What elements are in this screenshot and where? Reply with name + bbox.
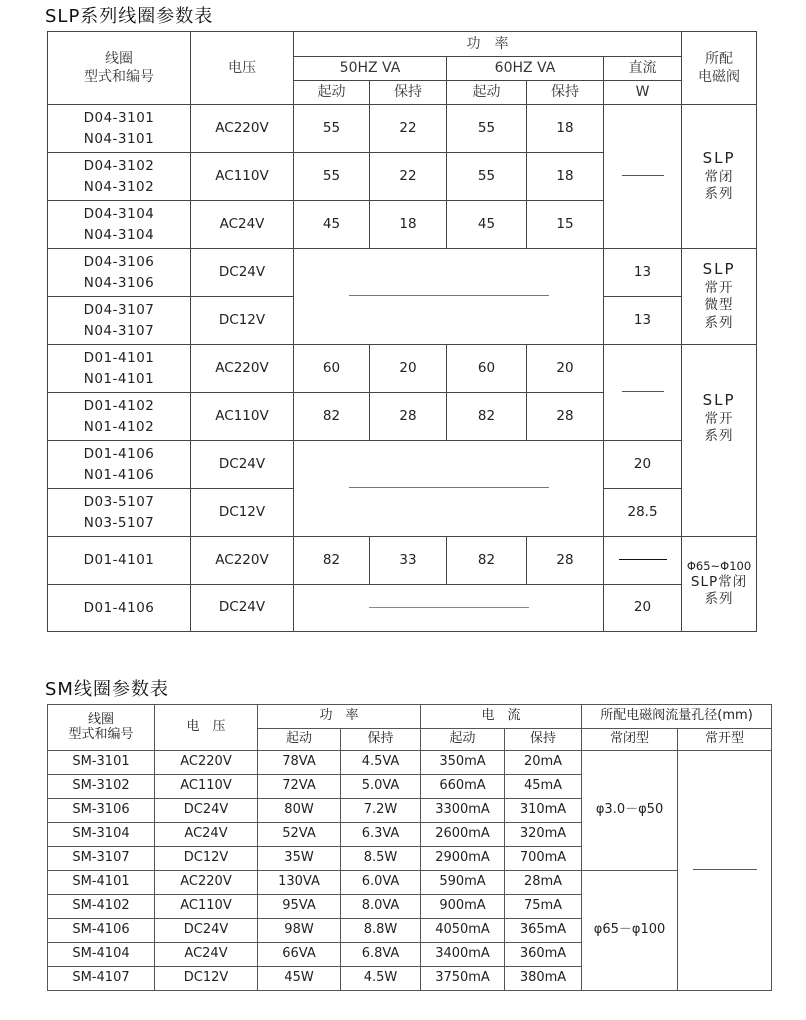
dash-line [693,869,757,870]
table-row [48,345,757,393]
value-cell: 3750mA [421,967,505,991]
table-row [48,871,772,895]
header-dc: 直流 [604,57,682,81]
dc-empty-cell [604,105,682,249]
value-cell: 72VA [258,775,341,799]
header-start-60: 起动 [447,81,527,105]
header-power: 功 率 [294,32,682,57]
value-cell: 7.2W [341,799,421,823]
value-cell: 22 [370,105,447,153]
value-cell: 6.0VA [341,871,421,895]
dash-line [369,607,529,608]
voltage-cell: AC220V [191,345,294,393]
voltage-cell: AC220V [191,105,294,153]
model-cell: SM-4101 [48,871,155,895]
value-cell: 15 [527,201,604,249]
value-cell: 66VA [258,943,341,967]
model-cell: SM-3104 [48,823,155,847]
voltage-cell: AC110V [191,153,294,201]
series-cell-slp-nc-large: Φ65~Φ100 SLP常闭 系列 [682,537,757,632]
value-cell: 3400mA [421,943,505,967]
value-cell: 18 [527,105,604,153]
value-cell: 8.0VA [341,895,421,919]
header-model: 线圈 型式和编号 [48,705,155,751]
voltage-cell: AC110V [155,895,258,919]
dash-line [622,175,664,176]
value-cell: 320mA [505,823,582,847]
coil-code: D04-3102 N04-3102 [48,153,191,201]
value-cell: 310mA [505,799,582,823]
value-cell: 98W [258,919,341,943]
header-normally-closed: 常闭型 [582,729,678,751]
voltage-cell: AC24V [191,201,294,249]
model-cell: SM-3107 [48,847,155,871]
dash-line [349,487,549,488]
value-cell: 55 [294,105,370,153]
value-cell: 8.8W [341,919,421,943]
header-normally-open: 常开型 [678,729,772,751]
model-cell: SM-4102 [48,895,155,919]
dash-line [349,295,549,296]
voltage-cell: DC24V [191,585,294,632]
header-hold-60: 保持 [527,81,604,105]
orifice-nc-group1: φ3.0－φ50 [582,751,678,871]
value-cell: 700mA [505,847,582,871]
dash-line [622,391,664,392]
coil-code: D04-3107 N04-3107 [48,297,191,345]
value-cell: 4.5W [341,967,421,991]
coil-code: D01-4101 [48,537,191,585]
value-cell: 45 [294,201,370,249]
voltage-cell: AC110V [191,393,294,441]
value-cell: 6.8VA [341,943,421,967]
value-cell: 365mA [505,919,582,943]
header-60hz: 60HZ VA [447,57,604,81]
value-cell: 45mA [505,775,582,799]
dc-value-cell: 13 [604,297,682,345]
voltage-cell: AC220V [191,537,294,585]
coil-code: D04-3101 N04-3101 [48,105,191,153]
value-cell: 33 [370,537,447,585]
value-cell: 60 [294,345,370,393]
table-row [48,537,757,585]
header-valve-orifice: 所配电磁阀流量孔径(mm) [582,705,772,729]
value-cell: 45W [258,967,341,991]
header-valve: 所配 电磁阀 [682,32,757,105]
value-cell: 4.5VA [341,751,421,775]
value-cell: 55 [447,153,527,201]
voltage-cell: AC220V [155,871,258,895]
dc-empty-cell [604,345,682,441]
dc-value-cell: 13 [604,249,682,297]
header-w: W [604,81,682,105]
header-power: 功 率 [258,705,421,729]
value-cell: 6.3VA [341,823,421,847]
value-cell: 28 [370,393,447,441]
voltage-cell: DC12V [191,489,294,537]
model-cell: SM-3106 [48,799,155,823]
coil-code: D03-5107 N03-5107 [48,489,191,537]
model-cell: SM-4107 [48,967,155,991]
value-cell: 28 [527,393,604,441]
header-current-start: 起动 [421,729,505,751]
orifice-nc-group2: φ65－φ100 [582,871,678,991]
value-cell: 28mA [505,871,582,895]
value-cell: 52VA [258,823,341,847]
orifice-no-empty [678,751,772,991]
value-cell: 18 [527,153,604,201]
header-voltage: 电压 [191,32,294,105]
value-cell: 45 [447,201,527,249]
coil-code: D04-3104 N04-3104 [48,201,191,249]
value-cell: 900mA [421,895,505,919]
coil-code: D01-4106 N01-4106 [48,441,191,489]
voltage-cell: DC24V [191,249,294,297]
header-hold-50: 保持 [370,81,447,105]
ac-empty-cell [294,249,604,345]
value-cell: 78VA [258,751,341,775]
value-cell: 590mA [421,871,505,895]
model-cell: SM-3102 [48,775,155,799]
voltage-cell: DC24V [155,799,258,823]
value-cell: 380mA [505,967,582,991]
series-cell-slp-nc: SLP 常闭 系列 [682,105,757,249]
value-cell: 80W [258,799,341,823]
table-row [48,585,757,632]
ac-empty-cell [294,585,604,632]
value-cell: 3300mA [421,799,505,823]
dash-line [619,559,667,560]
value-cell: 20 [527,345,604,393]
model-cell: SM-3101 [48,751,155,775]
voltage-cell: DC12V [191,297,294,345]
ac-empty-cell [294,441,604,537]
dc-value-cell: 20 [604,441,682,489]
value-cell: 35W [258,847,341,871]
header-current-hold: 保持 [505,729,582,751]
voltage-cell: AC220V [155,751,258,775]
table-row [48,105,757,153]
header-50hz: 50HZ VA [294,57,447,81]
value-cell: 82 [447,537,527,585]
dc-value-cell: 20 [604,585,682,632]
coil-code: D01-4101 N01-4101 [48,345,191,393]
header-current: 电 流 [421,705,582,729]
table-row [48,441,757,489]
value-cell: 95VA [258,895,341,919]
sm-table-title: SM线圈参数表 [45,679,169,700]
coil-code: D01-4102 N01-4102 [48,393,191,441]
header-start-50: 起动 [294,81,370,105]
header-power-hold: 保持 [341,729,421,751]
table-row [48,751,772,775]
model-cell: SM-4106 [48,919,155,943]
value-cell: 60 [447,345,527,393]
slp-coil-table [47,31,757,632]
value-cell: 82 [447,393,527,441]
value-cell: 22 [370,153,447,201]
voltage-cell: AC24V [155,943,258,967]
table-row [48,249,757,297]
value-cell: 2900mA [421,847,505,871]
value-cell: 4050mA [421,919,505,943]
voltage-cell: DC12V [155,847,258,871]
value-cell: 20 [370,345,447,393]
value-cell: 130VA [258,871,341,895]
value-cell: 75mA [505,895,582,919]
slp-table-title: SLP系列线圈参数表 [45,6,214,27]
value-cell: 28 [527,537,604,585]
value-cell: 18 [370,201,447,249]
dc-empty-cell [604,537,682,585]
series-cell-slp-no: SLP 常开 系列 [682,345,757,537]
voltage-cell: DC24V [191,441,294,489]
voltage-cell: DC12V [155,967,258,991]
header-voltage: 电 压 [155,705,258,751]
header-power-start: 起动 [258,729,341,751]
value-cell: 2600mA [421,823,505,847]
series-cell-slp-no-micro: SLP 常开 微型 系列 [682,249,757,345]
value-cell: 5.0VA [341,775,421,799]
header-model: 线圈 型式和编号 [48,32,191,105]
dc-value-cell: 28.5 [604,489,682,537]
value-cell: 8.5W [341,847,421,871]
value-cell: 20mA [505,751,582,775]
value-cell: 660mA [421,775,505,799]
value-cell: 350mA [421,751,505,775]
coil-code: D04-3106 N04-3106 [48,249,191,297]
value-cell: 55 [294,153,370,201]
model-cell: SM-4104 [48,943,155,967]
value-cell: 82 [294,537,370,585]
value-cell: 82 [294,393,370,441]
sm-coil-table [47,704,772,991]
coil-code: D01-4106 [48,585,191,632]
voltage-cell: DC24V [155,919,258,943]
voltage-cell: AC24V [155,823,258,847]
value-cell: 55 [447,105,527,153]
voltage-cell: AC110V [155,775,258,799]
value-cell: 360mA [505,943,582,967]
